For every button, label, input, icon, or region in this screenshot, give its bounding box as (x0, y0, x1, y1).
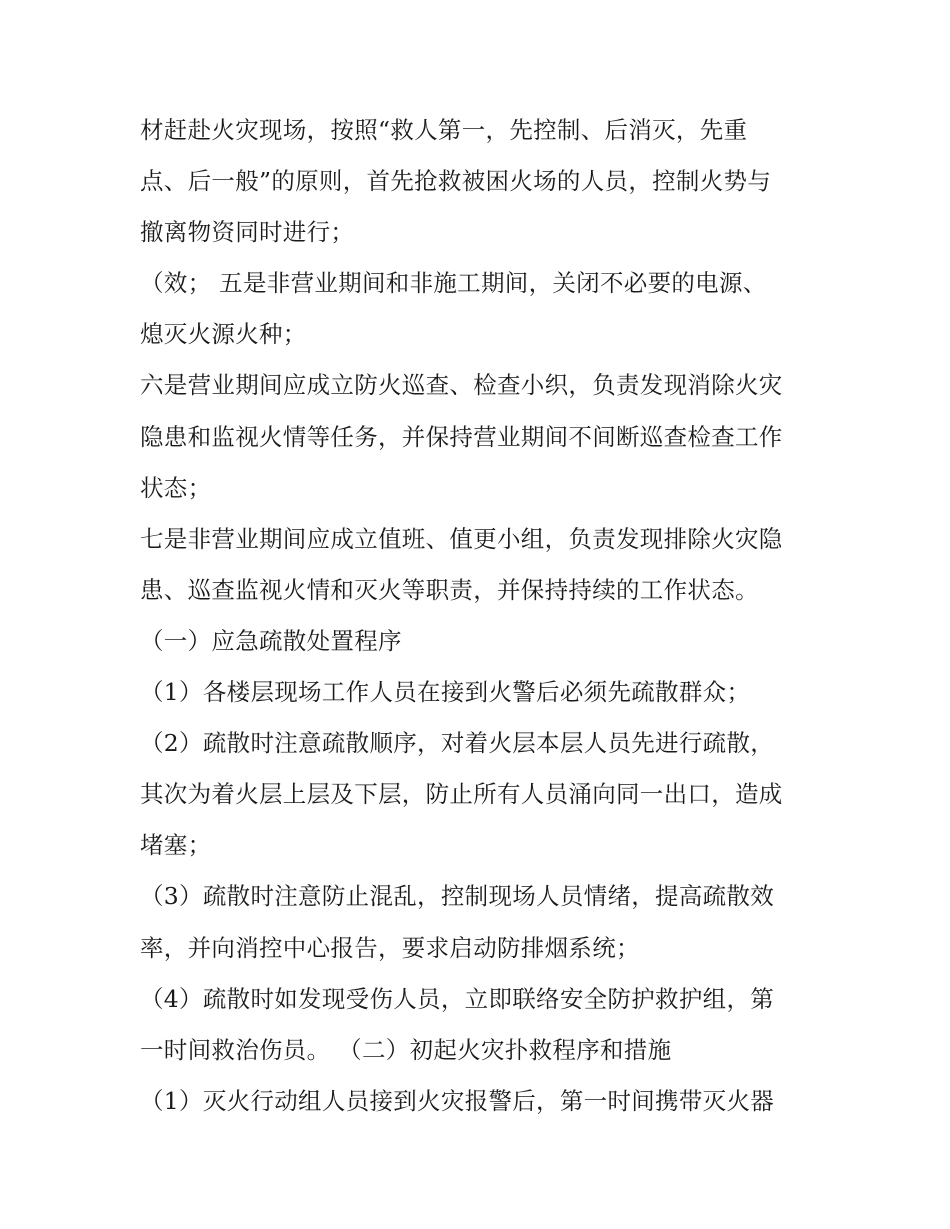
text-line: （1）各楼层现场工作人员在接到火警后必须先疏散群众； (140, 678, 751, 707)
text-line: 熄灭火源火种； (140, 320, 307, 349)
text-line: （效； 五是非营业期间和非施工期间，关闭不必要的电源、 (140, 269, 767, 298)
text-line: 七是非营业期间应成立值班、值更小组，负责发现排除火灾隐 (140, 524, 783, 553)
text-line: 隐患和监视火情等任务，并保持营业期间不间断巡查检查工作 (140, 422, 783, 451)
text-line: （3）疏散时注意防止混乱，控制现场人员情绪，提高疏散效 (140, 882, 775, 911)
text-line: 点、后一般”的原则，首先抢救被困火场的人员，控制火势与 (140, 167, 772, 196)
document-body (140, 105, 820, 1127)
text-line: 患、巡查监视火情和灭火等职责，并保持持续的工作状态。 (140, 575, 759, 604)
section-heading: （一）应急疏散处置程序 (140, 626, 402, 655)
text-line: 一时间救治伤员。 （二）初起火灾扑救程序和措施 (140, 1035, 672, 1064)
text-line: （4）疏散时如发现受伤人员，立即联络安全防护救护组，第 (140, 984, 775, 1013)
text-line: 撤离物资同时进行； (140, 218, 355, 247)
text-line: 率，并向消控中心报告，要求启动防排烟系统； (140, 933, 640, 962)
text-line: （1）灭火行动组人员接到火灾报警后，第一时间携带灭火器 (140, 1086, 775, 1115)
text-line: 六是营业期间应成立防火巡查、检查小织，负责发现消除火灾 (140, 371, 783, 400)
text-line: 其次为着火层上层及下层，防止所有人员涌向同一出口，造成 (140, 780, 783, 809)
text-line: 堵塞； (140, 831, 212, 860)
text-line: （2）疏散时注意疏散顺序，对着火层本层人员先进行疏散， (140, 729, 775, 758)
text-line: 材赶赴火灾现场，按照“救人第一，先控制、后消灭，先重 (140, 116, 748, 144)
text-line: 状态； (140, 473, 212, 502)
